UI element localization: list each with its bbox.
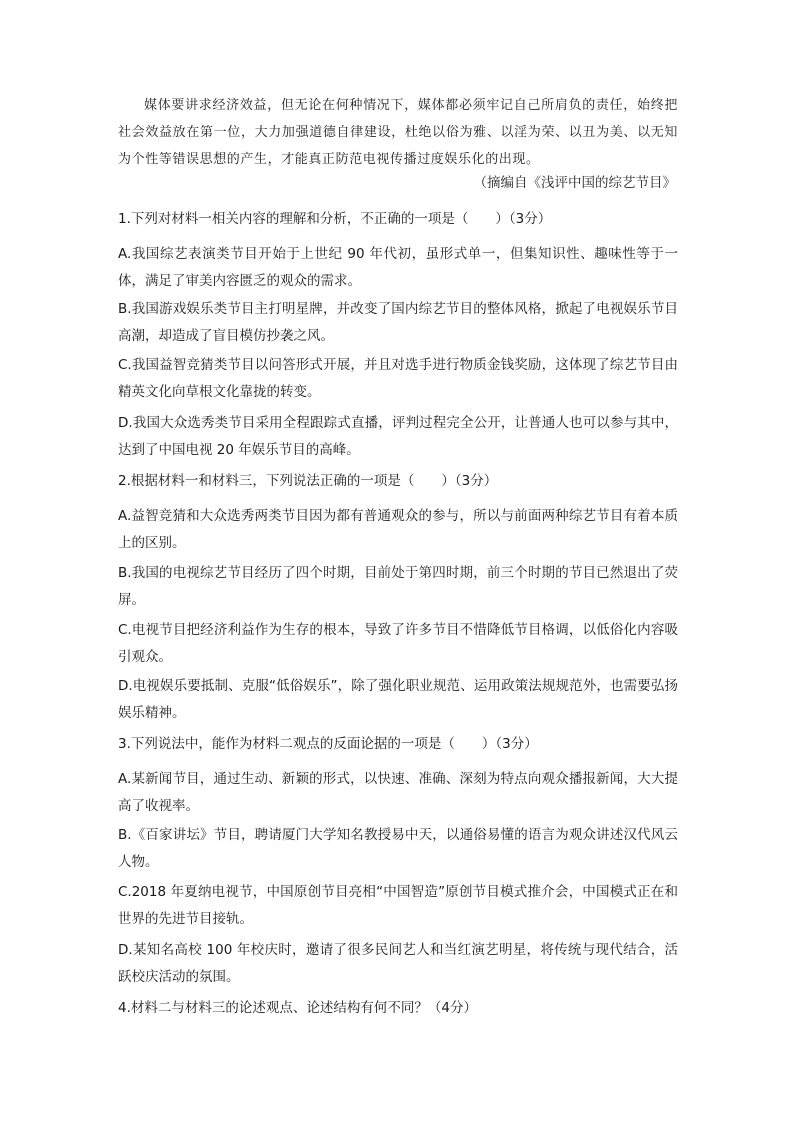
question-1-option-c: C.我国益智竞猜类节目以问答形式开展，并且对选手进行物质金钱奖励，这体现了综艺节目由精英文化向草根文化靠拢的转变。 [118,357,678,400]
question-3-stem: 3.下列说法中，能作为材料二观点的反面论据的一项是（ ）（3分） [118,736,538,752]
question-3-option-d: D.某知名高校 100 年校庆时，邀请了很多民间艺人和当红演艺明星，将传统与现代结合，活跃校庆活动的氛围。 [118,942,678,985]
passage-paragraph: 媒体要讲求经济效益，但无论在何种情况下，媒体都必须牢记自己所肩负的责任，始终把社会效益放在第一位，大力加强道德自律建设，杜绝以俗为雅、以淫为荣、以丑为美、以无知为个性等错误思想的产生，才能真正防范电视传播过度娱乐化的出现。 [118,98,678,167]
question-2-stem: 2.根据材料一和材料三，下列说法正确的一项是（ ）（3分） [118,473,498,489]
question-1-option-a: A.我国综艺表演类节目开始于上世纪 90 年代初，虽形式单一，但集知识性、趣味性等于一体，满足了审美内容匮乏的观众的需求。 [118,246,678,289]
question-1-option-b: B.我国游戏娱乐类节目主打明星牌，并改变了国内综艺节目的整体风格，掀起了电视娱乐节目高潮，却造成了盲目模仿抄袭之风。 [118,301,678,344]
question-3-option-c: C.2018 年夏纳电视节，中国原创节目亮相“中国智造”原创节目模式推介会，中国模式正在和世界的先进节目接轨。 [118,884,678,927]
source-citation: （摘编自《浅评中国的综艺节目》 [473,175,676,191]
question-2-option-a: A.益智竞猜和大众选秀两类节目因为都有普通观众的参与，所以与前面两种综艺节目有着本质上的区别。 [118,508,678,551]
question-1-stem: 1.下列对材料一相关内容的理解和分析，不正确的一项是（ ）（3分） [118,211,552,227]
question-3-option-b: B.《百家讲坛》节目，聘请厦门大学知名教授易中天，以通俗易懂的语言为观众讲述汉代风云人物。 [118,827,678,870]
question-4-stem: 4.材料二与材料三的论述观点、论述结构有何不同？（4分） [118,1000,477,1016]
question-2-option-c: C.电视节目把经济利益作为生存的根本，导致了许多节目不惜降低节目格调，以低俗化内容吸引观众。 [118,622,678,665]
question-2-option-d: D.电视娱乐要抵制、克服“低俗娱乐”，除了强化职业规范、运用政策法规规范外，也需要弘扬娱乐精神。 [118,678,678,721]
question-3-option-a: A.某新闻节目，通过生动、新颖的形式，以快速、准确、深刻为特点向观众播报新闻，大大提高了收视率。 [118,771,678,814]
question-1-option-d: D.我国大众选秀类节目采用全程跟踪式直播，评判过程完全公开，让普通人也可以参与其中，达到了中国电视 20 年娱乐节目的高峰。 [118,415,678,458]
question-2-option-b: B.我国的电视综艺节目经历了四个时期，目前处于第四时期，前三个时期的节目已然退出了荧屏。 [118,565,678,608]
